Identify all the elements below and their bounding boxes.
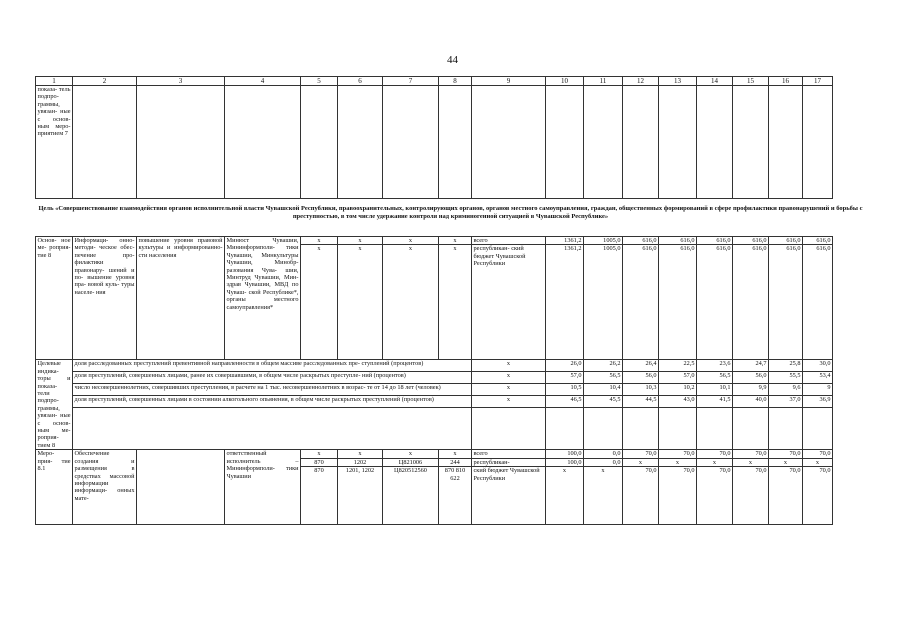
cell: х [472, 360, 546, 372]
value-cell: 30,0 [803, 360, 833, 372]
value-cell: 70,0 [803, 467, 833, 525]
value-cell: 26,4 [623, 360, 659, 372]
value-cell: 70,0 [769, 467, 803, 525]
value-cell: 43,0 [659, 396, 697, 408]
value-cell: 10,1 [697, 384, 733, 396]
funding-source: республикан- [472, 458, 546, 466]
value-cell: х [803, 458, 833, 466]
value-cell: 1005,0 [584, 237, 623, 245]
table-row [36, 237, 833, 245]
value-cell: 56,5 [697, 372, 733, 384]
value-cell: 9 [803, 384, 833, 396]
row-label: Целевые индика- торы и показа- тели подпро- граммы, увязан- ные с основ- ным ме- роприя- тием 8 [37, 360, 71, 449]
cell: х [383, 245, 439, 360]
row-label: Меро- прия- тие 8.1 [36, 450, 73, 525]
cell: 244 [439, 458, 472, 466]
column-number: 4 [225, 77, 301, 86]
column-number-row [36, 77, 833, 86]
cell: х [383, 450, 439, 458]
value-cell: 70,0 [803, 450, 833, 458]
cell: Ц821006 [383, 458, 439, 466]
value-cell: 40,0 [733, 396, 769, 408]
funding-source: всего [472, 450, 546, 458]
value-cell: 53,4 [803, 372, 833, 384]
value-cell: 100,0 [546, 450, 584, 458]
value-cell: х [546, 467, 584, 525]
cell: 870 [301, 458, 338, 466]
responsible-executor: ответственный исполнитель – Мининформполи- тики Чувашии [225, 450, 301, 525]
value-cell: 616,0 [623, 245, 659, 360]
value-cell: 46,5 [546, 396, 584, 408]
cell: Ц820512560 [383, 467, 439, 525]
cell: х [472, 384, 546, 396]
cell: х [383, 237, 439, 245]
cell: х [301, 245, 338, 360]
value-cell: 23,6 [697, 360, 733, 372]
value-cell: 26,2 [584, 360, 623, 372]
value-cell: 616,0 [769, 245, 803, 360]
cell: 1201, 1202 [338, 467, 383, 525]
value-cell: 70,0 [697, 450, 733, 458]
indicator-text: доля преступлений, совершенных лицами в состоянии алкогольного опьянения, в общем числе раскрытых преступлений (процентов) [73, 396, 472, 408]
value-cell: 0,0 [584, 458, 623, 466]
table-row [36, 360, 833, 372]
value-cell: 70,0 [697, 467, 733, 525]
column-number: 13 [659, 77, 697, 86]
value-cell: х [697, 458, 733, 466]
column-number: 14 [697, 77, 733, 86]
value-cell: 616,0 [623, 237, 659, 245]
value-cell: 616,0 [803, 245, 833, 360]
funding-source: всего [472, 237, 546, 245]
value-cell: 70,0 [769, 450, 803, 458]
column-number: 7 [383, 77, 439, 86]
row-label: показа- тель подпро- граммы, увязан- ные с основ- ным меро- приятием 7 [36, 86, 73, 199]
value-cell: 44,5 [623, 396, 659, 408]
value-cell: 70,0 [659, 467, 697, 525]
event-name: Информаци- онно-методи- ческое обес- печение про- филактики правонару- шений и по- вышение уровня пра- вовой куль- туры населе- ния [73, 237, 137, 360]
value-cell: 56,0 [623, 372, 659, 384]
goal-heading: Цель «Совершенствование взаимодействия органов исполнительной власти Чувашской Республики, правоохранительных, контролирующих органов, органов местного самоуправления, граждан, общественных формирований в сфере профилактики правонарушений и борьбы с преступностью, в том числе удержание контроля над криминогенной ситуацией в Чувашской Республике» [38, 205, 863, 220]
cell: х [472, 396, 546, 408]
value-cell: х [659, 458, 697, 466]
column-number: 5 [301, 77, 338, 86]
value-cell: 70,0 [733, 450, 769, 458]
value-cell: 616,0 [803, 237, 833, 245]
value-cell: 10,2 [659, 384, 697, 396]
column-number: 6 [338, 77, 383, 86]
value-cell: 1361,2 [546, 237, 584, 245]
value-cell: 1005,0 [584, 245, 623, 360]
table-row [36, 408, 833, 450]
value-cell: 56,5 [584, 372, 623, 384]
column-number: 16 [769, 77, 803, 86]
column-number: 10 [546, 77, 584, 86]
value-cell: 10,4 [584, 384, 623, 396]
column-number: 1 [36, 77, 73, 86]
value-cell: 616,0 [659, 237, 697, 245]
value-cell: 10,3 [623, 384, 659, 396]
value-cell: 70,0 [659, 450, 697, 458]
value-cell: 70,0 [623, 450, 659, 458]
page-number: 44 [447, 54, 458, 66]
value-cell: х [623, 458, 659, 466]
cell: х [301, 450, 338, 458]
cell: х [301, 237, 338, 245]
value-cell: 22,5 [659, 360, 697, 372]
expected-result: повышение уровня правовой культуры и информированно- сти населения [137, 237, 225, 360]
value-cell: 70,0 [733, 467, 769, 525]
cell: 870 810 622 [439, 467, 472, 525]
column-number: 11 [584, 77, 623, 86]
column-number: 8 [439, 77, 472, 86]
indicator-text: доля преступлений, совершенных лицами, ранее их совершавшими, в общем числе раскрытых преступле- ний (процентов) [73, 372, 472, 384]
value-cell: 0,0 [584, 450, 623, 458]
cell: х [338, 245, 383, 360]
value-cell: 24,7 [733, 360, 769, 372]
cell: 870 [301, 467, 338, 525]
value-cell: 100,0 [546, 458, 584, 466]
value-cell: 37,0 [769, 396, 803, 408]
table-row [36, 450, 833, 458]
value-cell: 41,5 [697, 396, 733, 408]
value-cell: 57,0 [659, 372, 697, 384]
table-row [36, 384, 833, 396]
value-cell: 616,0 [733, 237, 769, 245]
value-cell: 45,5 [584, 396, 623, 408]
indicator-text: доля расследованных преступлений превентивной направленности в общем массиве расследованных пре- ступлений (процентов) [73, 360, 472, 372]
value-cell: 57,0 [546, 372, 584, 384]
value-cell: 616,0 [659, 245, 697, 360]
cell: х [439, 450, 472, 458]
table-main [35, 236, 833, 525]
value-cell: 1361,2 [546, 245, 584, 360]
value-cell: 616,0 [769, 237, 803, 245]
cell: х [439, 237, 472, 245]
value-cell: 26,0 [546, 360, 584, 372]
value-cell: 36,9 [803, 396, 833, 408]
column-number: 9 [472, 77, 546, 86]
value-cell: 70,0 [623, 467, 659, 525]
column-number: 3 [137, 77, 225, 86]
value-cell: х [769, 458, 803, 466]
cell: х [439, 245, 472, 360]
column-number: 15 [733, 77, 769, 86]
value-cell: 10,5 [546, 384, 584, 396]
responsible-executor: Минюст Чувашии, Мининформполи- тики Чувашии, Минкультуры Чувашии, Минобр- разования Чува- шии, Минтруд Чувашии, Мин- здрав Чувашии, МВД по Чуваш- ской Республике*, органы местного самоуправления* [225, 237, 301, 360]
event-name: Обеспечение создания и размещения в средствах массовой информации информаци- онных мате- [73, 450, 137, 525]
column-number: 2 [73, 77, 137, 86]
value-cell: 616,0 [733, 245, 769, 360]
indicator-text: число несовершеннолетних, совершивших преступления, в расчете на 1 тыс. несовершеннолетних в возрас- те от 14 до 18 лет (человек) [73, 384, 472, 396]
value-cell: 25,8 [769, 360, 803, 372]
value-cell: 55,5 [769, 372, 803, 384]
value-cell: 616,0 [697, 245, 733, 360]
table-row [36, 396, 833, 408]
value-cell: х [584, 467, 623, 525]
value-cell: 9,6 [769, 384, 803, 396]
value-cell: 616,0 [697, 237, 733, 245]
value-cell: 56,0 [733, 372, 769, 384]
cell: х [338, 450, 383, 458]
table-row [36, 372, 833, 384]
cell: 1202 [338, 458, 383, 466]
funding-source: ский бюджет Чувашской Республики [472, 467, 546, 525]
column-number: 17 [803, 77, 833, 86]
cell: х [338, 237, 383, 245]
cell: х [472, 372, 546, 384]
value-cell: х [733, 458, 769, 466]
column-number: 12 [623, 77, 659, 86]
table-top [35, 76, 833, 199]
table-row [36, 86, 833, 199]
value-cell: 9,9 [733, 384, 769, 396]
row-label: Основ- ное ме- роприя- тие 8 [36, 237, 73, 360]
funding-source: республикан- ский бюджет Чувашской Республики [472, 245, 546, 360]
